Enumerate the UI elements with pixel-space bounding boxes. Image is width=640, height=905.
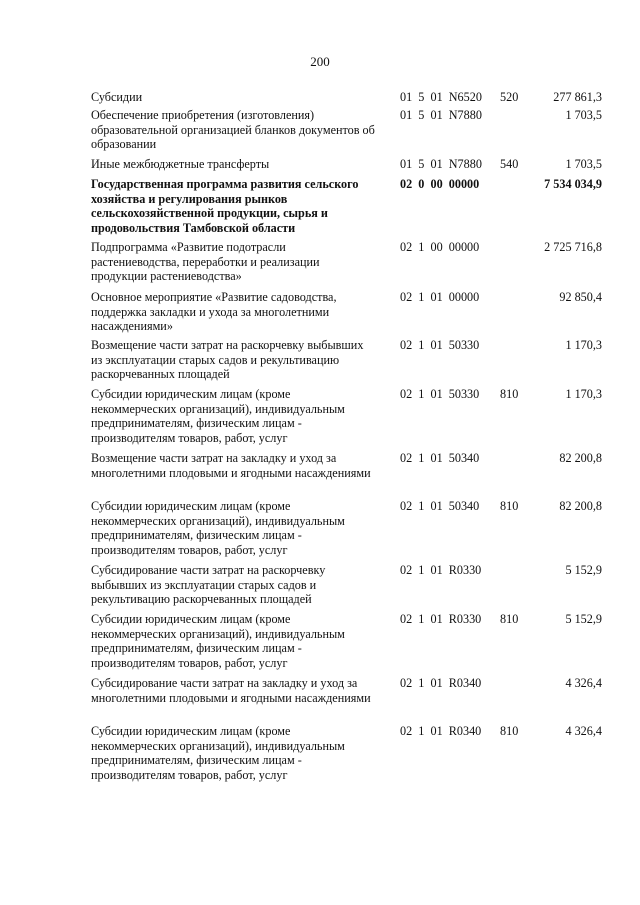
row-expense-type: 520 (500, 90, 519, 104)
row-expense-type: 810 (500, 724, 519, 738)
row-code: 01 5 01 N7880 (400, 157, 482, 171)
row-amount: 2 725 716,8 (544, 240, 602, 254)
row-description: Субсидии (91, 90, 143, 104)
row-expense-type: 810 (500, 612, 519, 626)
row-description: Субсидии юридическим лицам (кроме некоммерческих организаций), индивидуальным предпринимателям, физическим лицам - производителям товаров, работ, услуг (91, 499, 345, 557)
row-code: 02 1 01 R0340 (400, 676, 482, 690)
row-description: Возмещение части затрат на раскорчевку выбывших из эксплуатации старых садов и рекультивацию раскорчеванных площадей (91, 338, 364, 382)
row-description: Субсидирование части затрат на раскорчевку выбывших из эксплуатации старых садов и рекультивацию раскорчеванных площадей (91, 563, 326, 607)
row-expense-type: 810 (500, 387, 519, 401)
row-description: Субсидирование части затрат на закладку и уход за многолетними плодовыми и ягодными насаждениями (91, 676, 371, 705)
row-description: Субсидии юридическим лицам (кроме некоммерческих организаций), индивидуальным предпринимателям, физическим лицам - производителям товаров, работ, услуг (91, 612, 345, 670)
row-amount: 5 152,9 (565, 563, 602, 577)
row-amount: 82 200,8 (559, 499, 602, 513)
row-amount: 277 861,3 (553, 90, 602, 104)
row-description: Обеспечение приобретения (изготовления) образовательной организацией бланков документов об образовании (91, 108, 375, 152)
row-description: Возмещение части затрат на закладку и уход за многолетними плодовыми и ягодными насаждениями (91, 451, 371, 480)
row-code: 02 1 01 50330 (400, 387, 480, 401)
row-expense-type: 810 (500, 499, 519, 513)
row-code: 02 1 01 50330 (400, 338, 480, 352)
row-description: Основное мероприятие «Развитие садоводства, поддержка закладки и ухода за многолетними насаждениями» (91, 290, 337, 334)
row-code: 02 1 01 50340 (400, 451, 480, 465)
row-code: 01 5 01 N7880 (400, 108, 482, 122)
page-number: 200 (310, 54, 330, 69)
row-amount: 1 703,5 (565, 157, 602, 171)
row-code: 02 1 01 R0330 (400, 612, 482, 626)
row-amount: 1 170,3 (565, 338, 602, 352)
row-description: Государственная программа развития сельского хозяйства и регулирования рынков сельскохозяйственной продукции, сырья и продовольствия Тамбовской области (91, 177, 359, 235)
row-code: 02 1 01 R0340 (400, 724, 482, 738)
row-description: Субсидии юридическим лицам (кроме некоммерческих организаций), индивидуальным предпринимателям, физическим лицам - производителям товаров, работ, услуг (91, 724, 345, 782)
row-amount: 92 850,4 (559, 290, 602, 304)
row-amount: 5 152,9 (565, 612, 602, 626)
row-amount: 4 326,4 (565, 724, 602, 738)
row-expense-type: 540 (500, 157, 519, 171)
row-description: Подпрограмма «Развитие подотрасли растениеводства, переработки и реализации продукции растениеводства» (91, 240, 320, 284)
row-amount: 7 534 034,9 (544, 177, 602, 191)
row-code: 02 0 00 00000 (400, 177, 480, 191)
row-code: 02 1 00 00000 (400, 240, 480, 254)
row-code: 02 1 01 50340 (400, 499, 480, 513)
row-amount: 82 200,8 (559, 451, 602, 465)
row-code: 02 1 01 R0330 (400, 563, 482, 577)
row-amount: 1 703,5 (565, 108, 602, 122)
row-description: Иные межбюджетные трансферты (91, 157, 270, 171)
row-amount: 1 170,3 (565, 387, 602, 401)
row-code: 02 1 01 00000 (400, 290, 480, 304)
row-description: Субсидии юридическим лицам (кроме некоммерческих организаций), индивидуальным предпринимателям, физическим лицам - производителям товаров, работ, услуг (91, 387, 345, 445)
row-amount: 4 326,4 (565, 676, 602, 690)
row-code: 01 5 01 N6520 (400, 90, 482, 104)
